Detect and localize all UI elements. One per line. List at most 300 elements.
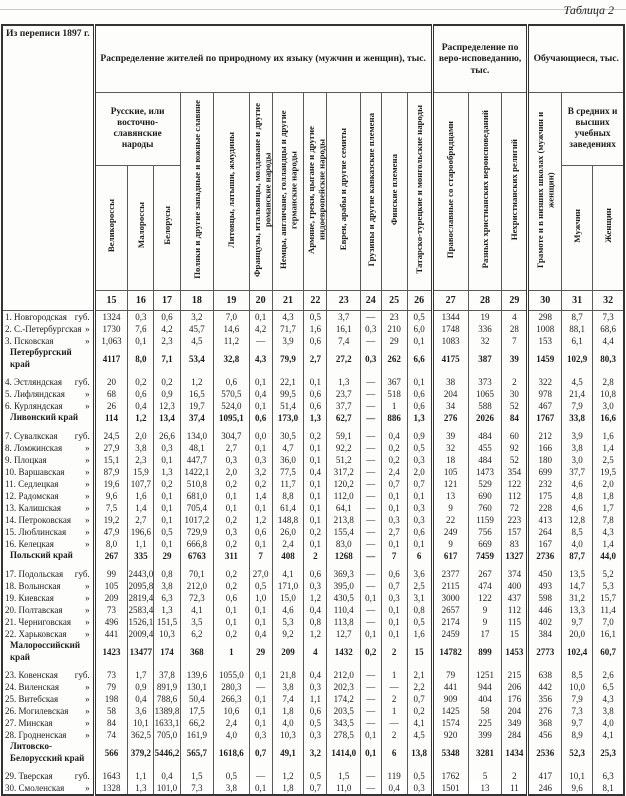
value-cell: —	[361, 388, 382, 400]
value-cell: 1643	[94, 770, 128, 782]
value-cell: 5348	[432, 741, 468, 764]
value-cell: 317,2	[327, 466, 361, 478]
value-cell: 0,7	[304, 782, 327, 795]
value-cell: 0,6	[304, 705, 327, 717]
value-cell: 1432	[327, 640, 361, 663]
value-cell: 114	[94, 412, 128, 424]
value-cell: 13477	[128, 640, 154, 663]
value-cell: 196,6	[128, 526, 154, 538]
value-cell: 16,5	[180, 388, 214, 400]
province-row	[2, 628, 624, 640]
province-row	[2, 729, 624, 741]
value-cell: 25,3	[593, 741, 624, 764]
value-cell: 2,5	[407, 580, 432, 592]
value-cell: 681,0	[180, 490, 214, 502]
column-header-20: Французы, итальянцы, молдаване и другие романские народы	[249, 93, 272, 291]
value-cell: 699	[528, 466, 562, 478]
value-cell: 0,1	[154, 502, 180, 514]
value-cell: 223	[502, 514, 528, 526]
column-number-26: 26	[407, 291, 432, 311]
value-cell: 2026	[468, 412, 502, 424]
value-cell: 0,7	[249, 741, 272, 764]
value-cell: 0,2	[381, 454, 407, 466]
value-cell: 367	[381, 376, 407, 388]
value-cell: 14782	[432, 640, 468, 663]
value-cell: 225	[468, 717, 502, 729]
value-cell: 413	[528, 514, 562, 526]
value-cell: 4,1	[407, 717, 432, 729]
value-cell: 171,0	[272, 580, 304, 592]
row-label: 15. Люблинская »	[2, 526, 94, 538]
value-cell: 1425	[432, 705, 468, 717]
value-cell: 284	[502, 729, 528, 741]
value-cell: 4,6	[272, 604, 304, 616]
value-cell: 1501	[432, 782, 468, 795]
value-cell: 387	[468, 347, 502, 370]
value-cell: 0,1	[304, 502, 327, 514]
value-cell: 13,4	[154, 412, 180, 424]
value-cell: 139,6	[180, 669, 214, 681]
value-cell: 3,8	[593, 705, 624, 717]
row-label: 29. Тверская губ.	[2, 770, 94, 782]
value-cell: 4,0	[272, 717, 304, 729]
value-cell: 322	[528, 376, 562, 388]
column-number-23: 23	[327, 291, 361, 311]
region-total-row	[2, 412, 624, 424]
value-cell: 49,1	[272, 741, 304, 764]
value-cell: 4,6	[562, 478, 593, 490]
value-cell: 77,5	[272, 466, 304, 478]
column-header-17: Белорусы	[154, 166, 180, 291]
value-cell: 0,1	[361, 729, 382, 741]
value-cell: 0,4	[304, 669, 327, 681]
value-cell: 16,1	[327, 323, 361, 335]
value-cell: 0,1	[154, 454, 180, 466]
value-cell: —	[361, 335, 382, 347]
row-label: 24. Виленская »	[2, 681, 94, 693]
value-cell: 83	[502, 538, 528, 550]
value-cell: 157	[502, 526, 528, 538]
value-cell: 1,4	[249, 490, 272, 502]
value-cell: 4,8	[562, 490, 593, 502]
value-cell: 0,6	[249, 412, 272, 424]
value-cell: 12,3	[154, 400, 180, 412]
value-cell: 2174	[432, 616, 468, 628]
value-cell: 228	[528, 502, 562, 514]
value-cell: 0,2	[361, 640, 382, 663]
value-cell: 3,8	[562, 442, 593, 454]
column-number-31: 31	[562, 291, 593, 311]
value-cell: —	[361, 782, 382, 795]
value-cell: 0,1	[214, 502, 249, 514]
value-cell: —	[361, 376, 382, 388]
value-cell: 0,2	[154, 376, 180, 388]
province-row	[2, 323, 624, 335]
value-cell: 2,7	[214, 442, 249, 454]
value-cell: 110,4	[327, 604, 361, 616]
value-cell: 215	[502, 669, 528, 681]
value-cell: 73	[94, 604, 128, 616]
value-cell: 10,1	[128, 717, 154, 729]
value-cell: 484	[468, 454, 502, 466]
education-group-header: Обучающиеся, тыс.	[528, 25, 624, 93]
value-cell: 0,6	[304, 400, 327, 412]
value-cell: 15	[407, 640, 432, 663]
value-cell: 1251	[468, 669, 502, 681]
value-cell: 368	[528, 717, 562, 729]
value-cell: —	[361, 669, 382, 681]
column-header-28: Разных христианских вероисповеданий	[468, 93, 502, 291]
value-cell: 0,1	[154, 538, 180, 550]
value-cell: 19,2	[94, 514, 128, 526]
value-cell: 3,6	[128, 705, 154, 717]
province-row	[2, 616, 624, 628]
value-cell: 212	[528, 430, 562, 442]
value-cell: 36,0	[272, 454, 304, 466]
province-row	[2, 681, 624, 693]
value-cell: 0,3	[214, 526, 249, 538]
value-cell: 0,5	[304, 770, 327, 782]
value-cell: 0,8	[407, 604, 432, 616]
value-cell: 101,0	[154, 782, 180, 795]
value-cell: 0,7	[381, 580, 407, 592]
value-cell: 212,0	[180, 580, 214, 592]
value-cell: 1,063	[94, 335, 128, 347]
value-cell: —	[361, 466, 382, 478]
value-cell: 0,1	[249, 705, 272, 717]
value-cell: 0,1	[407, 335, 432, 347]
value-cell: 6,6	[407, 347, 432, 370]
value-cell: 267	[94, 550, 128, 562]
value-cell: 27,9	[94, 442, 128, 454]
value-cell: 3,1	[407, 592, 432, 604]
value-cell: 266,3	[214, 693, 249, 705]
value-cell: 3,8	[272, 681, 304, 693]
province-row	[2, 400, 624, 412]
value-cell: 529	[468, 478, 502, 490]
province-row	[2, 592, 624, 604]
value-cell: 27,2	[327, 347, 361, 370]
value-cell: 4,2	[154, 323, 180, 335]
value-cell: 161,9	[180, 729, 214, 741]
value-cell: 1055,0	[214, 669, 249, 681]
value-cell: 1,6	[304, 323, 327, 335]
value-cell: 588	[468, 400, 502, 412]
value-cell: 729,9	[180, 526, 214, 538]
value-cell: 105	[432, 466, 468, 478]
value-cell: 0,6	[407, 400, 432, 412]
value-cell: 2	[502, 770, 528, 782]
value-cell: 0,2	[304, 526, 327, 538]
value-cell: 1,6	[407, 628, 432, 640]
value-cell: 21,4	[562, 388, 593, 400]
value-cell: 0,3	[304, 681, 327, 693]
region-total-row	[2, 550, 624, 562]
value-cell: 0,2	[154, 478, 180, 490]
value-cell: 32	[468, 335, 502, 347]
value-cell: 0,3	[361, 323, 382, 335]
value-cell: 1574	[432, 717, 468, 729]
value-cell: 15,0	[272, 592, 304, 604]
value-cell: —	[361, 616, 382, 628]
value-cell: 10,8	[593, 388, 624, 400]
value-cell: 399	[468, 729, 502, 741]
value-cell: 1,2	[249, 514, 272, 526]
value-cell: 2095,8	[128, 581, 154, 591]
value-cell: 705,0	[154, 729, 180, 741]
row-label: Ливонский край	[2, 412, 94, 424]
column-number-22: 22	[304, 291, 327, 311]
row-label: 28. Гродненская »	[2, 729, 94, 741]
column-header-26: Татарско-турецкие и монгольские народы	[407, 93, 432, 291]
value-cell: 26,0	[272, 526, 304, 538]
value-cell: 20,0	[562, 628, 593, 640]
value-cell: 0,3	[249, 454, 272, 466]
value-cell: 6,3	[593, 770, 624, 782]
value-cell: 8,9	[562, 729, 593, 741]
value-cell: 280,3	[214, 681, 249, 693]
row-label: 27. Минская »	[2, 717, 94, 729]
value-cell: 267	[468, 568, 502, 580]
value-cell: 10,6	[214, 705, 249, 717]
value-cell: 71,7	[272, 323, 304, 335]
row-label: 26. Могилевская »	[2, 705, 94, 717]
value-cell: 203,5	[327, 705, 361, 717]
province-row	[2, 538, 624, 550]
value-cell: 51,2	[327, 454, 361, 466]
value-cell: 0,4	[128, 400, 154, 412]
value-cell: 4,3	[272, 311, 304, 324]
value-cell: 2,5	[593, 454, 624, 466]
province-row	[2, 376, 624, 388]
value-cell: 1453	[502, 640, 528, 663]
value-cell: 4,3	[593, 693, 624, 705]
row-label: 14. Петроковская »	[2, 514, 94, 526]
value-cell: 167	[528, 538, 562, 550]
value-cell: 37,7	[562, 466, 593, 478]
value-cell: 1268	[327, 550, 361, 562]
column-header-31: Мужчин	[562, 166, 593, 291]
value-cell: 4,7	[272, 442, 304, 454]
region-total-row	[2, 640, 624, 663]
row-label: Петербургский край	[2, 347, 94, 370]
column-number-15: 15	[94, 291, 128, 311]
value-cell: 28	[502, 323, 528, 335]
value-cell: 3,6	[407, 568, 432, 580]
value-cell: 121	[432, 478, 468, 490]
value-cell: 1324	[94, 311, 128, 324]
value-cell: —	[361, 526, 382, 538]
province-row	[2, 466, 624, 478]
value-cell: 113,8	[327, 616, 361, 628]
value-cell: 0,4	[304, 466, 327, 478]
row-label: 18. Волынская »	[2, 580, 94, 592]
row-label: 1. Новгородская губ.	[2, 311, 94, 324]
value-cell: 0,1	[361, 592, 382, 604]
value-cell: 2	[502, 376, 528, 388]
value-cell: 59,1	[327, 430, 361, 442]
column-header-18: Поляки и другие западные и южные славяне	[180, 93, 214, 291]
value-cell: 3,7	[327, 311, 361, 324]
value-cell: 10,3	[272, 729, 304, 741]
value-cell: 3000	[432, 592, 468, 604]
value-cell: 0,1	[381, 538, 407, 550]
value-cell: 384	[528, 628, 562, 640]
value-cell: 60,7	[593, 640, 624, 663]
value-cell: 6,3	[154, 592, 180, 604]
value-cell: 0,2	[214, 478, 249, 490]
value-cell: 33,8	[562, 412, 593, 424]
column-header-32: Женщин	[593, 166, 624, 291]
value-cell: 0,1	[249, 538, 272, 550]
value-cell: 2009,4	[128, 629, 154, 639]
value-cell: 8,8	[272, 490, 304, 502]
column-header-23: Евреи, арабы и другие семиты	[327, 93, 361, 291]
value-cell: 3,8	[154, 580, 180, 592]
value-cell: 209	[94, 592, 128, 604]
value-cell: 617	[432, 550, 468, 562]
value-cell: 30,5	[272, 430, 304, 442]
value-cell: 4175	[432, 347, 468, 370]
value-cell: 6,2	[180, 628, 214, 640]
value-cell: 9,7	[562, 717, 593, 729]
page-top-rule	[0, 9, 626, 10]
value-cell: 1,2	[304, 592, 327, 604]
value-cell: 0,1	[249, 502, 272, 514]
value-cell: 19,6	[94, 478, 128, 490]
column-header-22: Армяне, греки, цыгане и другие индоевропейские народы	[304, 93, 327, 291]
value-cell: 0,1	[249, 693, 272, 705]
value-cell: 7,4	[327, 335, 361, 347]
row-label: 6. Курляндская »	[2, 400, 94, 412]
value-cell: 1767	[528, 412, 562, 424]
value-cell: 20	[94, 376, 128, 388]
value-cell: 7	[381, 550, 407, 562]
province-row	[2, 514, 624, 526]
value-cell: 5,2	[593, 568, 624, 580]
value-cell: 7,5	[94, 502, 128, 514]
value-cell: 7,3	[562, 705, 593, 717]
value-cell: —	[361, 412, 382, 424]
value-cell: 1008	[528, 323, 562, 335]
value-cell: 0,1	[214, 616, 249, 628]
column-numbers-row	[2, 291, 624, 311]
value-cell: 899	[468, 640, 502, 663]
value-cell: 891,9	[154, 681, 180, 693]
value-cell: 8,0	[94, 538, 128, 550]
value-cell: 0,3	[381, 514, 407, 526]
value-cell: 32,8	[214, 347, 249, 370]
value-cell: 12,8	[562, 514, 593, 526]
value-cell: 0,1	[154, 490, 180, 502]
value-cell: 756	[468, 526, 502, 538]
value-cell: —	[361, 770, 382, 782]
value-cell: 0,6	[407, 526, 432, 538]
value-cell: 524,0	[214, 400, 249, 412]
value-cell: 379,2	[128, 741, 154, 764]
value-cell: 0,1	[304, 478, 327, 490]
value-cell: 441	[432, 681, 468, 693]
value-cell: 2,7	[304, 347, 327, 370]
value-cell: 4,3	[593, 526, 624, 538]
value-cell: 1459	[528, 347, 562, 370]
value-cell: 276	[528, 705, 562, 717]
value-cell: 570,5	[214, 388, 249, 400]
column-number-25: 25	[381, 291, 407, 311]
row-label: 4. Эстляндская губ.	[2, 376, 94, 388]
value-cell: 669	[468, 538, 502, 550]
value-cell: 6	[381, 741, 407, 764]
value-cell: 2819,4	[128, 593, 154, 603]
value-cell: 4,0	[593, 717, 624, 729]
value-cell: 44,0	[593, 550, 624, 562]
value-cell: 2773	[528, 640, 562, 663]
value-cell: 0,4	[249, 388, 272, 400]
province-row	[2, 311, 624, 324]
value-cell: 134,0	[180, 430, 214, 442]
value-cell: 9	[468, 616, 502, 628]
value-cell: 467	[528, 400, 562, 412]
value-cell: 2,3	[154, 335, 180, 347]
value-cell: 1,2	[180, 376, 214, 388]
value-cell: 7,0	[214, 311, 249, 324]
value-cell: 1,4	[593, 538, 624, 550]
value-cell: 2,4	[272, 538, 304, 550]
value-cell: 15	[502, 628, 528, 640]
value-cell: 87,7	[562, 550, 593, 562]
province-row	[2, 770, 624, 782]
value-cell: 0,6	[407, 388, 432, 400]
value-cell: 944	[468, 681, 502, 693]
value-cell: 6,0	[407, 323, 432, 335]
value-cell: 7,3	[593, 311, 624, 324]
value-cell: 3,8	[128, 442, 154, 454]
value-cell: 447,7	[180, 454, 214, 466]
value-cell: 441	[94, 628, 128, 640]
value-cell: —	[249, 770, 272, 782]
row-label: 17. Подольская губ.	[2, 568, 94, 580]
value-cell: 1,6	[128, 490, 154, 502]
value-cell: 0,3	[407, 502, 432, 514]
value-cell: 1,1	[304, 693, 327, 705]
value-cell: 11,2	[214, 335, 249, 347]
value-cell: 2583,4	[128, 605, 154, 615]
row-label: Литовско-Белорусский край	[2, 741, 94, 764]
value-cell: —	[361, 693, 382, 705]
value-cell: 88,1	[562, 323, 593, 335]
province-row	[2, 782, 624, 795]
value-cell: 0,1	[154, 514, 180, 526]
value-cell: 155,4	[327, 526, 361, 538]
value-cell: 92,2	[327, 442, 361, 454]
value-cell: 10,0	[562, 681, 593, 693]
value-cell: 1,4	[128, 502, 154, 514]
value-cell: 430,5	[327, 592, 361, 604]
value-cell: 39	[432, 430, 468, 442]
value-cell: 920	[432, 729, 468, 741]
value-cell: 13,5	[562, 568, 593, 580]
value-cell: 8,0	[128, 347, 154, 370]
value-cell: 0,6	[304, 335, 327, 347]
value-cell: 1762	[432, 770, 468, 782]
value-cell: 0,1	[304, 514, 327, 526]
value-cell: 1,3	[154, 604, 180, 616]
value-cell: 48,1	[180, 442, 214, 454]
row-label: 5. Лифляндская »	[2, 388, 94, 400]
value-cell: 11,0	[327, 782, 361, 795]
value-cell: 73	[94, 669, 128, 681]
value-cell: 0,2	[214, 568, 249, 580]
